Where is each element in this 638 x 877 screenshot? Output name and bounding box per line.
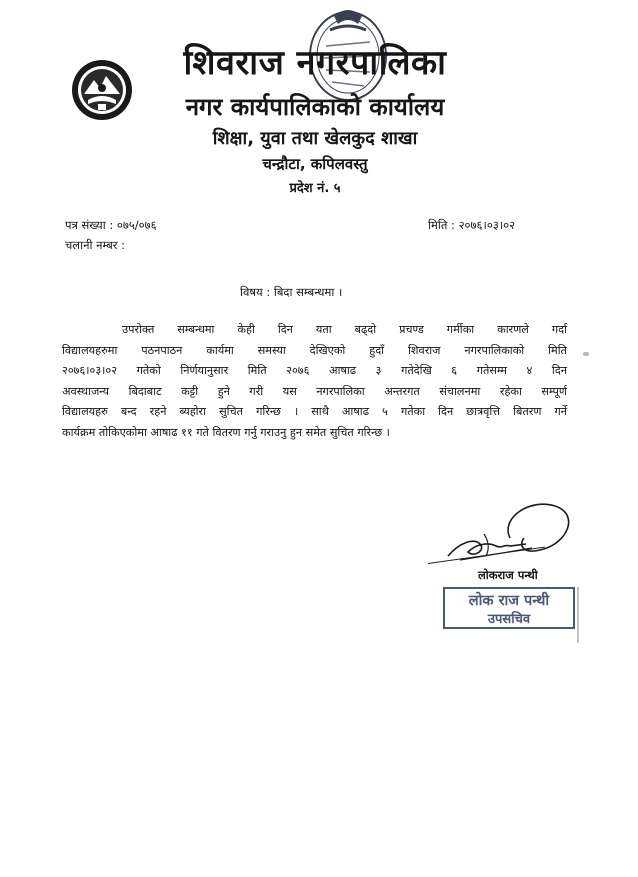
dispatch-number: चलानी नम्बर : [65,238,126,252]
body-line: विद्यालयहरु बन्द रहने ब्यहोरा सुचित गरिन्छ । साथै आषाढ ५ गतेका दिन छात्रवृत्ति बितरण गर्ने [62,405,567,418]
section-name: शिक्षा, युवा तथा खेलकुद शाखा [212,128,418,149]
body-line: २०७६।०३।०२ गतेको निर्णयानुसार मिति २०७६ आषाढ ३ गतेदेखि ६ गतेसम्म ४ दिन [62,364,567,377]
stamp-smudge [577,587,579,643]
letter-date: मिति : २०७६।०३।०२ [428,218,516,232]
stamp-title: उपसचिव [487,612,531,627]
signatory-stamp [443,587,575,629]
office-name: नगर कार्यपालिकाको कार्यालय [185,93,445,121]
scan-mark [583,352,589,356]
letter-body [62,320,567,443]
letter-subject: विषय : बिदा सम्बन्धमा । [240,285,343,299]
body-line: अवस्थाजन्य बिदाबाट कट्टी हुने गरी यस नगरपालिका अन्तरगत संचालनमा रहेका सम्पूर्ण [62,384,567,398]
municipality-name: शिवराज नगरपालिका [183,43,447,83]
office-address: चन्द्रौटा, कपिलवस्तु [262,155,368,173]
signatory-name: लोकराज पन्थी [478,568,538,582]
nepal-emblem-icon [70,58,134,122]
letter-number: पत्र संख्या : ०७५/०७६ [65,218,157,232]
body-line: कार्यक्रम तोकिएकोमा आषाढ ११ गते वितरण गर्नु गराउनु हुन समेत सुचित गरिन्छ । [62,425,390,439]
body-line: विद्यालयहरुमा पठनपाठन कार्यमा समस्या देखिएको हुदाँ शिवराज नगरपालिकाको मिति [62,343,567,357]
stamp-name: लोक राज पन्थी [468,593,550,609]
body-line: उपरोक्त सम्बन्धमा केही दिन यता बढ्दो प्रचण्ड गर्मीका कारणले गर्दा [122,323,567,336]
province-number: प्रदेश नं. ५ [289,181,341,196]
